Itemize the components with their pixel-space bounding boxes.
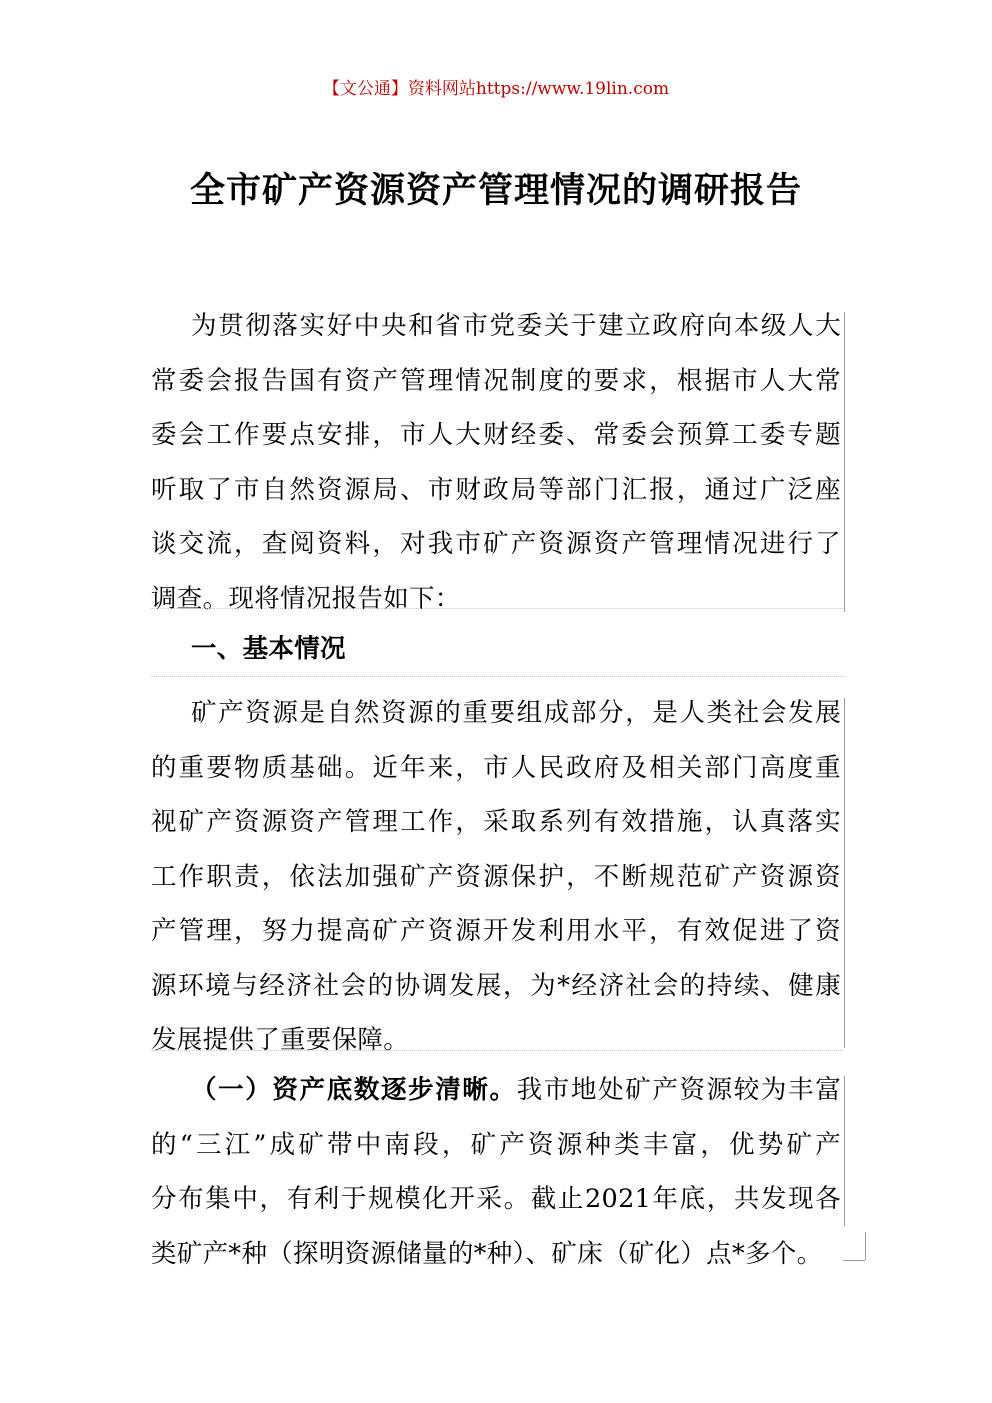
body-line: 工作职责，依法加强矿产资源保护，不断规范矿产资源资	[151, 861, 841, 892]
body-line: 类矿产*种（探明资源储量的*种）、矿床（矿化）点*多个。	[151, 1238, 823, 1269]
paragraph-separator	[151, 676, 843, 677]
section-heading-block	[151, 622, 841, 677]
intro-paragraph	[151, 299, 841, 626]
end-of-page-mark	[843, 1258, 865, 1261]
body-line: 源环境与经济社会的协调发展，为*经济社会的持续、健康	[151, 970, 841, 1001]
body-line: 产管理，努力提高矿产资源开发利用水平，有效促进了资	[151, 916, 841, 946]
subsection-lead-text: 我市地处矿产资源较为丰富	[516, 1075, 841, 1105]
paragraph-separator	[151, 608, 843, 609]
paragraph-separator	[151, 1050, 843, 1051]
body-line: 发展提供了重要保障。	[151, 1025, 410, 1055]
margin-mark	[844, 698, 845, 1048]
intro-line: 委会工作要点安排，市人大财经委、常委会预算工委专题	[151, 420, 841, 450]
intro-line: 常委会报告国有资产管理情况制度的要求，根据市人大常	[151, 365, 841, 396]
body-line: 的“三江”成矿带中南段，矿产资源种类丰富，优势矿产	[151, 1129, 841, 1160]
body-line: 的重要物质基础。近年来，市人民政府及相关部门高度重	[151, 752, 841, 783]
intro-line: 谈交流，查阅资料，对我市矿产资源资产管理情况进行了	[151, 529, 841, 559]
margin-mark	[844, 1076, 845, 1226]
intro-line: 听取了市自然资源局、市财政局等部门汇报，通过广泛座	[151, 474, 841, 505]
body-line: 分布集中，有利于规模化开采。截止2021年底，共发现各	[151, 1184, 841, 1214]
subsection1-paragraph	[151, 1063, 841, 1281]
body-line: 视矿产资源资产管理工作，采取系列有效措施，认真落实	[151, 807, 841, 837]
margin-mark	[844, 312, 845, 612]
document-title: 全市矿产资源资产管理情况的调研报告	[189, 171, 802, 211]
body-line: 矿产资源是自然资源的重要组成部分，是人类社会发展	[191, 698, 841, 728]
subsection-lead-bold: （一）资产底数逐步清晰。	[191, 1075, 517, 1105]
section-heading: 一、基本情况	[191, 634, 346, 664]
end-of-page-mark-vertical	[865, 1232, 866, 1260]
site-header-link[interactable]: 【文公通】资料网站https://www.19lin.com	[322, 79, 670, 99]
intro-line: 为贯彻落实好中央和省市党委关于建立政府向本级人大	[191, 311, 841, 341]
intro-line: 调查。现将情况报告如下：	[151, 583, 461, 614]
body-line-lead	[151, 1063, 841, 1118]
section1-paragraph	[151, 686, 841, 1068]
